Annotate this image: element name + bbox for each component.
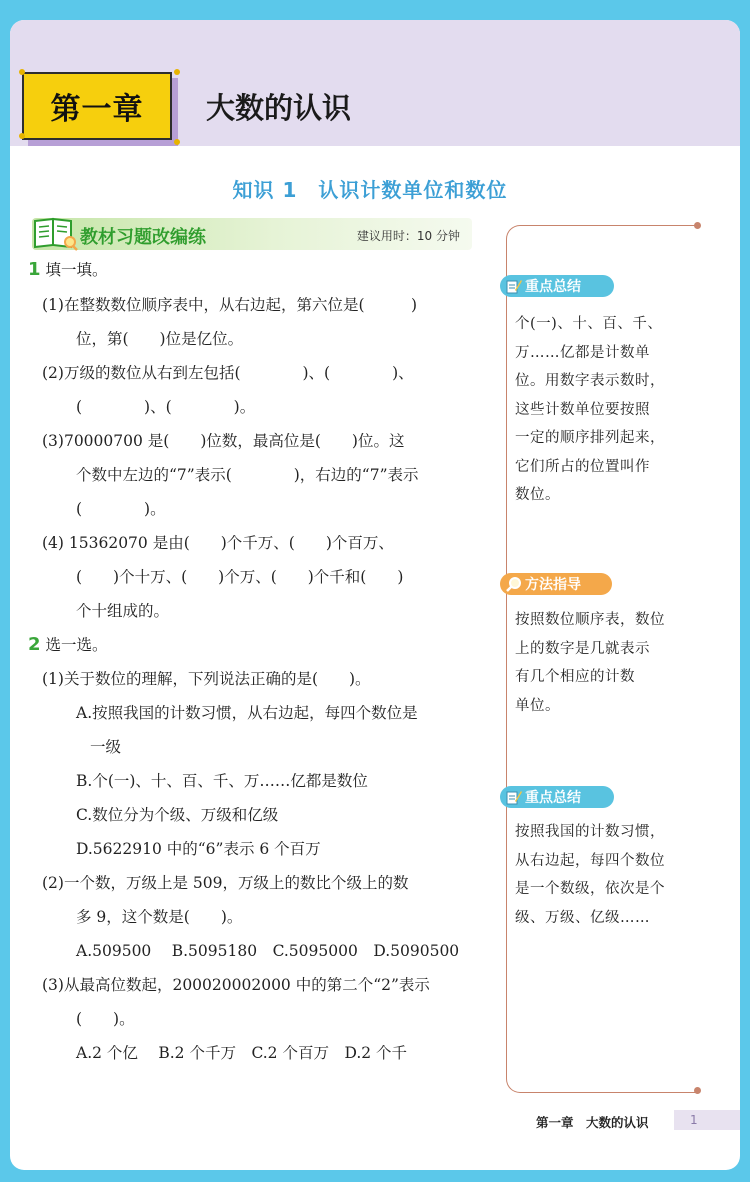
question-line: ( )个十万、( )个万、( )个千和( ) (76, 568, 404, 586)
question-line: 多 9，这个数是( )。 (76, 908, 243, 926)
question-line: 个十组成的。 (76, 602, 170, 620)
question-line: 位，第( )位是亿位。 (76, 330, 244, 348)
corner-dot (19, 133, 25, 139)
option-line: D.5622910 中的“6”表示 6 个百万 (76, 840, 321, 858)
chapter-label: 第一章 (50, 92, 144, 127)
sidebar-note-1 (515, 310, 691, 510)
running-title: 第一章 大数的认识 (536, 1115, 649, 1130)
question-title: 填一填。 (45, 261, 108, 279)
frame-dot (694, 1087, 701, 1094)
note-line: 它们所占的位置叫作 (515, 458, 650, 475)
corner-dot (174, 139, 180, 145)
magnifier-icon (506, 576, 522, 592)
pencil-note-icon (506, 789, 522, 805)
option-line: 一级 (90, 738, 122, 756)
note-line: 是一个数级，依次是个 (515, 881, 665, 897)
tag-label: 方法指导 (525, 577, 581, 593)
question-line: (2)万级的数位从右到左包括( )、( )、 (42, 364, 414, 382)
tag-label: 重点总结 (525, 279, 581, 295)
question-1-heading (28, 258, 107, 280)
option-line: A.2 个亿 B.2 个千万 C.2 个百万 D.2 个千 (76, 1044, 408, 1062)
chapter-header (10, 20, 740, 146)
question-line: (1)关于数位的理解，下列说法正确的是( )。 (42, 670, 371, 688)
section-bar (32, 218, 472, 250)
tag-key-summary (500, 786, 614, 808)
page-number-box (674, 1110, 740, 1130)
note-line: 一定的顺序排列起来， (515, 430, 665, 446)
question-2-heading (28, 633, 107, 655)
book-magnifier-icon (32, 215, 78, 251)
option-line: C.数位分为个级、万级和亿级 (76, 806, 279, 824)
question-line: 个数中左边的“7”表示( )，右边的“7”表示 (76, 466, 419, 484)
question-line: (1)在整数数位顺序表中，从右边起，第六位是( ) (42, 296, 418, 314)
tag-key-summary (500, 275, 614, 297)
option-line: B.个(一)、十、百、千、万……亿都是数位 (76, 772, 368, 790)
question-number: 1 (28, 259, 41, 280)
question-line: ( )。 (76, 1010, 135, 1028)
note-line: 个(一)、十、百、千、 (515, 316, 663, 332)
question-line: (2)一个数，万级上是 509，万级上的数比个级上的数 (42, 874, 409, 892)
tag-label: 重点总结 (525, 790, 581, 806)
note-line: 上的数字是几就表示 (515, 640, 650, 657)
section-label: 教材习题改编练 (80, 227, 206, 248)
sidebar-note-3 (515, 818, 691, 932)
note-line: 这些计数单位要按照 (515, 401, 650, 418)
pencil-note-icon (506, 278, 522, 294)
question-title: 选一选。 (45, 636, 108, 654)
note-line: 从右边起，每四个数位 (515, 852, 665, 869)
knowledge-title: 知识 1 认识计数单位和数位 (232, 178, 508, 202)
time-hint: 建议用时：10 分钟 (356, 229, 460, 243)
chapter-title: 大数的认识 (206, 91, 352, 125)
note-line: 级、万级、亿级…… (515, 909, 650, 926)
question-line: ( )。 (76, 500, 166, 518)
note-line: 按照我国的计数习惯， (515, 824, 665, 840)
workbook-page (10, 20, 740, 1170)
corner-dot (19, 69, 25, 75)
question-line: (4) 15362070 是由( )个千万、( )个百万、 (42, 534, 394, 552)
corner-dot (174, 69, 180, 75)
page-number: 1 (690, 1113, 698, 1127)
tag-method-guide (500, 573, 612, 595)
note-line: 数位。 (515, 487, 560, 503)
option-line: A.按照我国的计数习惯，从右边起，每四个数位是 (76, 704, 418, 722)
option-line: A.509500 B.5095180 C.5095000 D.5090500 (76, 942, 460, 960)
note-line: 位。用数字表示数时， (515, 373, 665, 389)
note-line: 有几个相应的计数 (515, 669, 635, 685)
question-line: ( )、( )。 (76, 398, 256, 416)
note-line: 单位。 (515, 697, 560, 714)
sidebar-note-2 (515, 606, 691, 720)
note-line: 按照数位顺序表，数位 (515, 612, 665, 628)
question-number: 2 (28, 634, 41, 655)
frame-dot (694, 222, 701, 229)
chapter-label-box (22, 72, 172, 140)
question-line: (3)从最高位数起，200020002000 中的第二个“2”表示 (42, 976, 430, 994)
note-line: 万……亿都是计数单 (515, 344, 650, 361)
question-line: (3)70000700 是( )位数，最高位是( )位。这 (42, 432, 405, 450)
